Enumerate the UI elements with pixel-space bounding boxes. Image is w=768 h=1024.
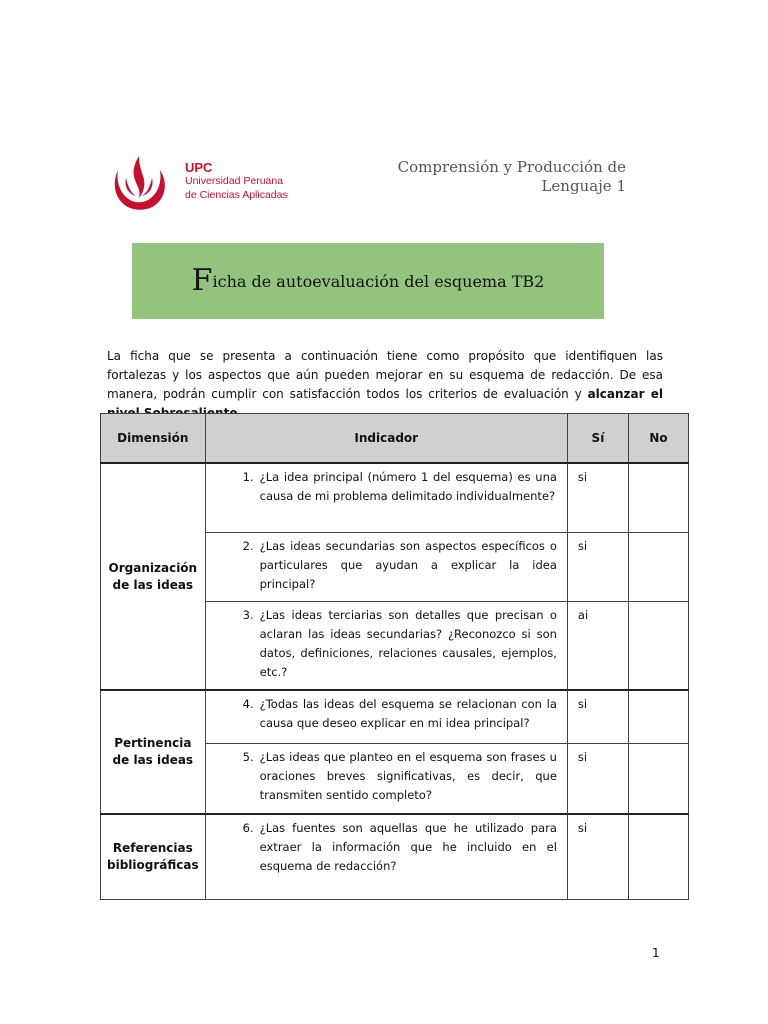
header-indicator: Indicador xyxy=(205,414,567,464)
header-yes: Sí xyxy=(567,414,628,464)
yes-cell[interactable]: si xyxy=(567,690,628,743)
table-header-row xyxy=(101,414,689,464)
no-cell[interactable] xyxy=(628,601,688,690)
indicator-number: 4. xyxy=(242,697,254,711)
yes-cell[interactable]: si xyxy=(567,532,628,601)
dimension-cell: Organización de las ideas xyxy=(101,463,206,690)
indicator-text: ¿La idea principal (número 1 del esquema) es una causa de mi problema delimitado individualmente? xyxy=(259,470,557,503)
indicator-number: 6. xyxy=(242,821,254,835)
intro-text: La ficha que se presenta a continuación tiene como propósito que identifiquen las fortalezas y los aspectos que aún pueden mejorar en su esquema de redacción. De esa manera, podrán cumplir con satisfacción todos los criterios de evaluación y xyxy=(107,349,663,401)
indicator-number: 3. xyxy=(242,607,254,622)
indicator-cell xyxy=(205,814,567,899)
intro-bold-text: alcanzar el xyxy=(587,387,663,401)
no-cell[interactable] xyxy=(628,532,688,601)
indicator-text: ¿Todas las ideas del esquema se relacionan con la causa que deseo explicar en mi idea principal? xyxy=(259,697,557,730)
indicator-text: ¿Las ideas que planteo en el esquema son frases u oraciones breves significativas, es decir, que transmiten sentido completo? xyxy=(259,749,557,802)
table-row xyxy=(101,690,689,743)
upc-flame-icon xyxy=(108,152,170,214)
no-cell[interactable] xyxy=(628,814,688,899)
dimension-cell: Pertinencia de las ideas xyxy=(101,690,206,814)
indicator-number: 2. xyxy=(242,538,254,553)
page-number: 1 xyxy=(652,946,660,960)
course-title-line1: Comprensión y Producción de xyxy=(397,158,626,176)
indicator-cell xyxy=(205,690,567,743)
header-no: No xyxy=(628,414,688,464)
no-cell[interactable] xyxy=(628,463,688,532)
indicator-text: ¿Las ideas terciarias son detalles que precisan o aclaran las ideas secundarias? ¿Reconozco si son datos, definiciones, relaciones causales, ejemplos, etc.? xyxy=(259,607,557,679)
indicator-text: ¿Las fuentes son aquellas que he utilizado para extraer la información que he incluido en el esquema de redacción? xyxy=(259,821,557,873)
no-cell[interactable] xyxy=(628,690,688,743)
indicator-cell xyxy=(205,743,567,814)
upc-logo xyxy=(108,152,288,214)
yes-cell[interactable]: si xyxy=(567,463,628,532)
title-initial: F xyxy=(191,263,213,298)
intro-paragraph xyxy=(107,347,663,423)
logo-university-line2: de Ciencias Aplicadas xyxy=(185,188,288,201)
course-title-line2: Lenguaje 1 xyxy=(541,177,626,195)
indicator-number: 1. xyxy=(242,470,254,484)
logo-university-line1: Universidad Peruana xyxy=(185,175,284,187)
yes-cell[interactable]: si xyxy=(567,814,628,899)
no-cell[interactable] xyxy=(628,743,688,814)
yes-cell[interactable]: si xyxy=(567,743,628,814)
indicator-text: ¿Las ideas secundarias son aspectos específicos o particulares que ayudan a explicar la idea principal? xyxy=(259,538,557,591)
dimension-cell: Referencias bibliográficas xyxy=(101,814,206,899)
indicator-number: 5. xyxy=(242,749,254,764)
yes-cell[interactable]: ai xyxy=(567,601,628,690)
indicator-cell xyxy=(205,601,567,690)
table-row xyxy=(101,463,689,532)
evaluation-table xyxy=(100,413,689,900)
title-banner xyxy=(132,243,604,319)
title-text: icha de autoevaluación del esquema TB2 xyxy=(212,271,545,291)
header-dimension: Dimensión xyxy=(101,414,206,464)
logo-upc-label: UPC xyxy=(185,160,213,175)
table-row xyxy=(101,814,689,899)
indicator-cell xyxy=(205,463,567,532)
indicator-cell xyxy=(205,532,567,601)
course-title xyxy=(398,158,626,196)
